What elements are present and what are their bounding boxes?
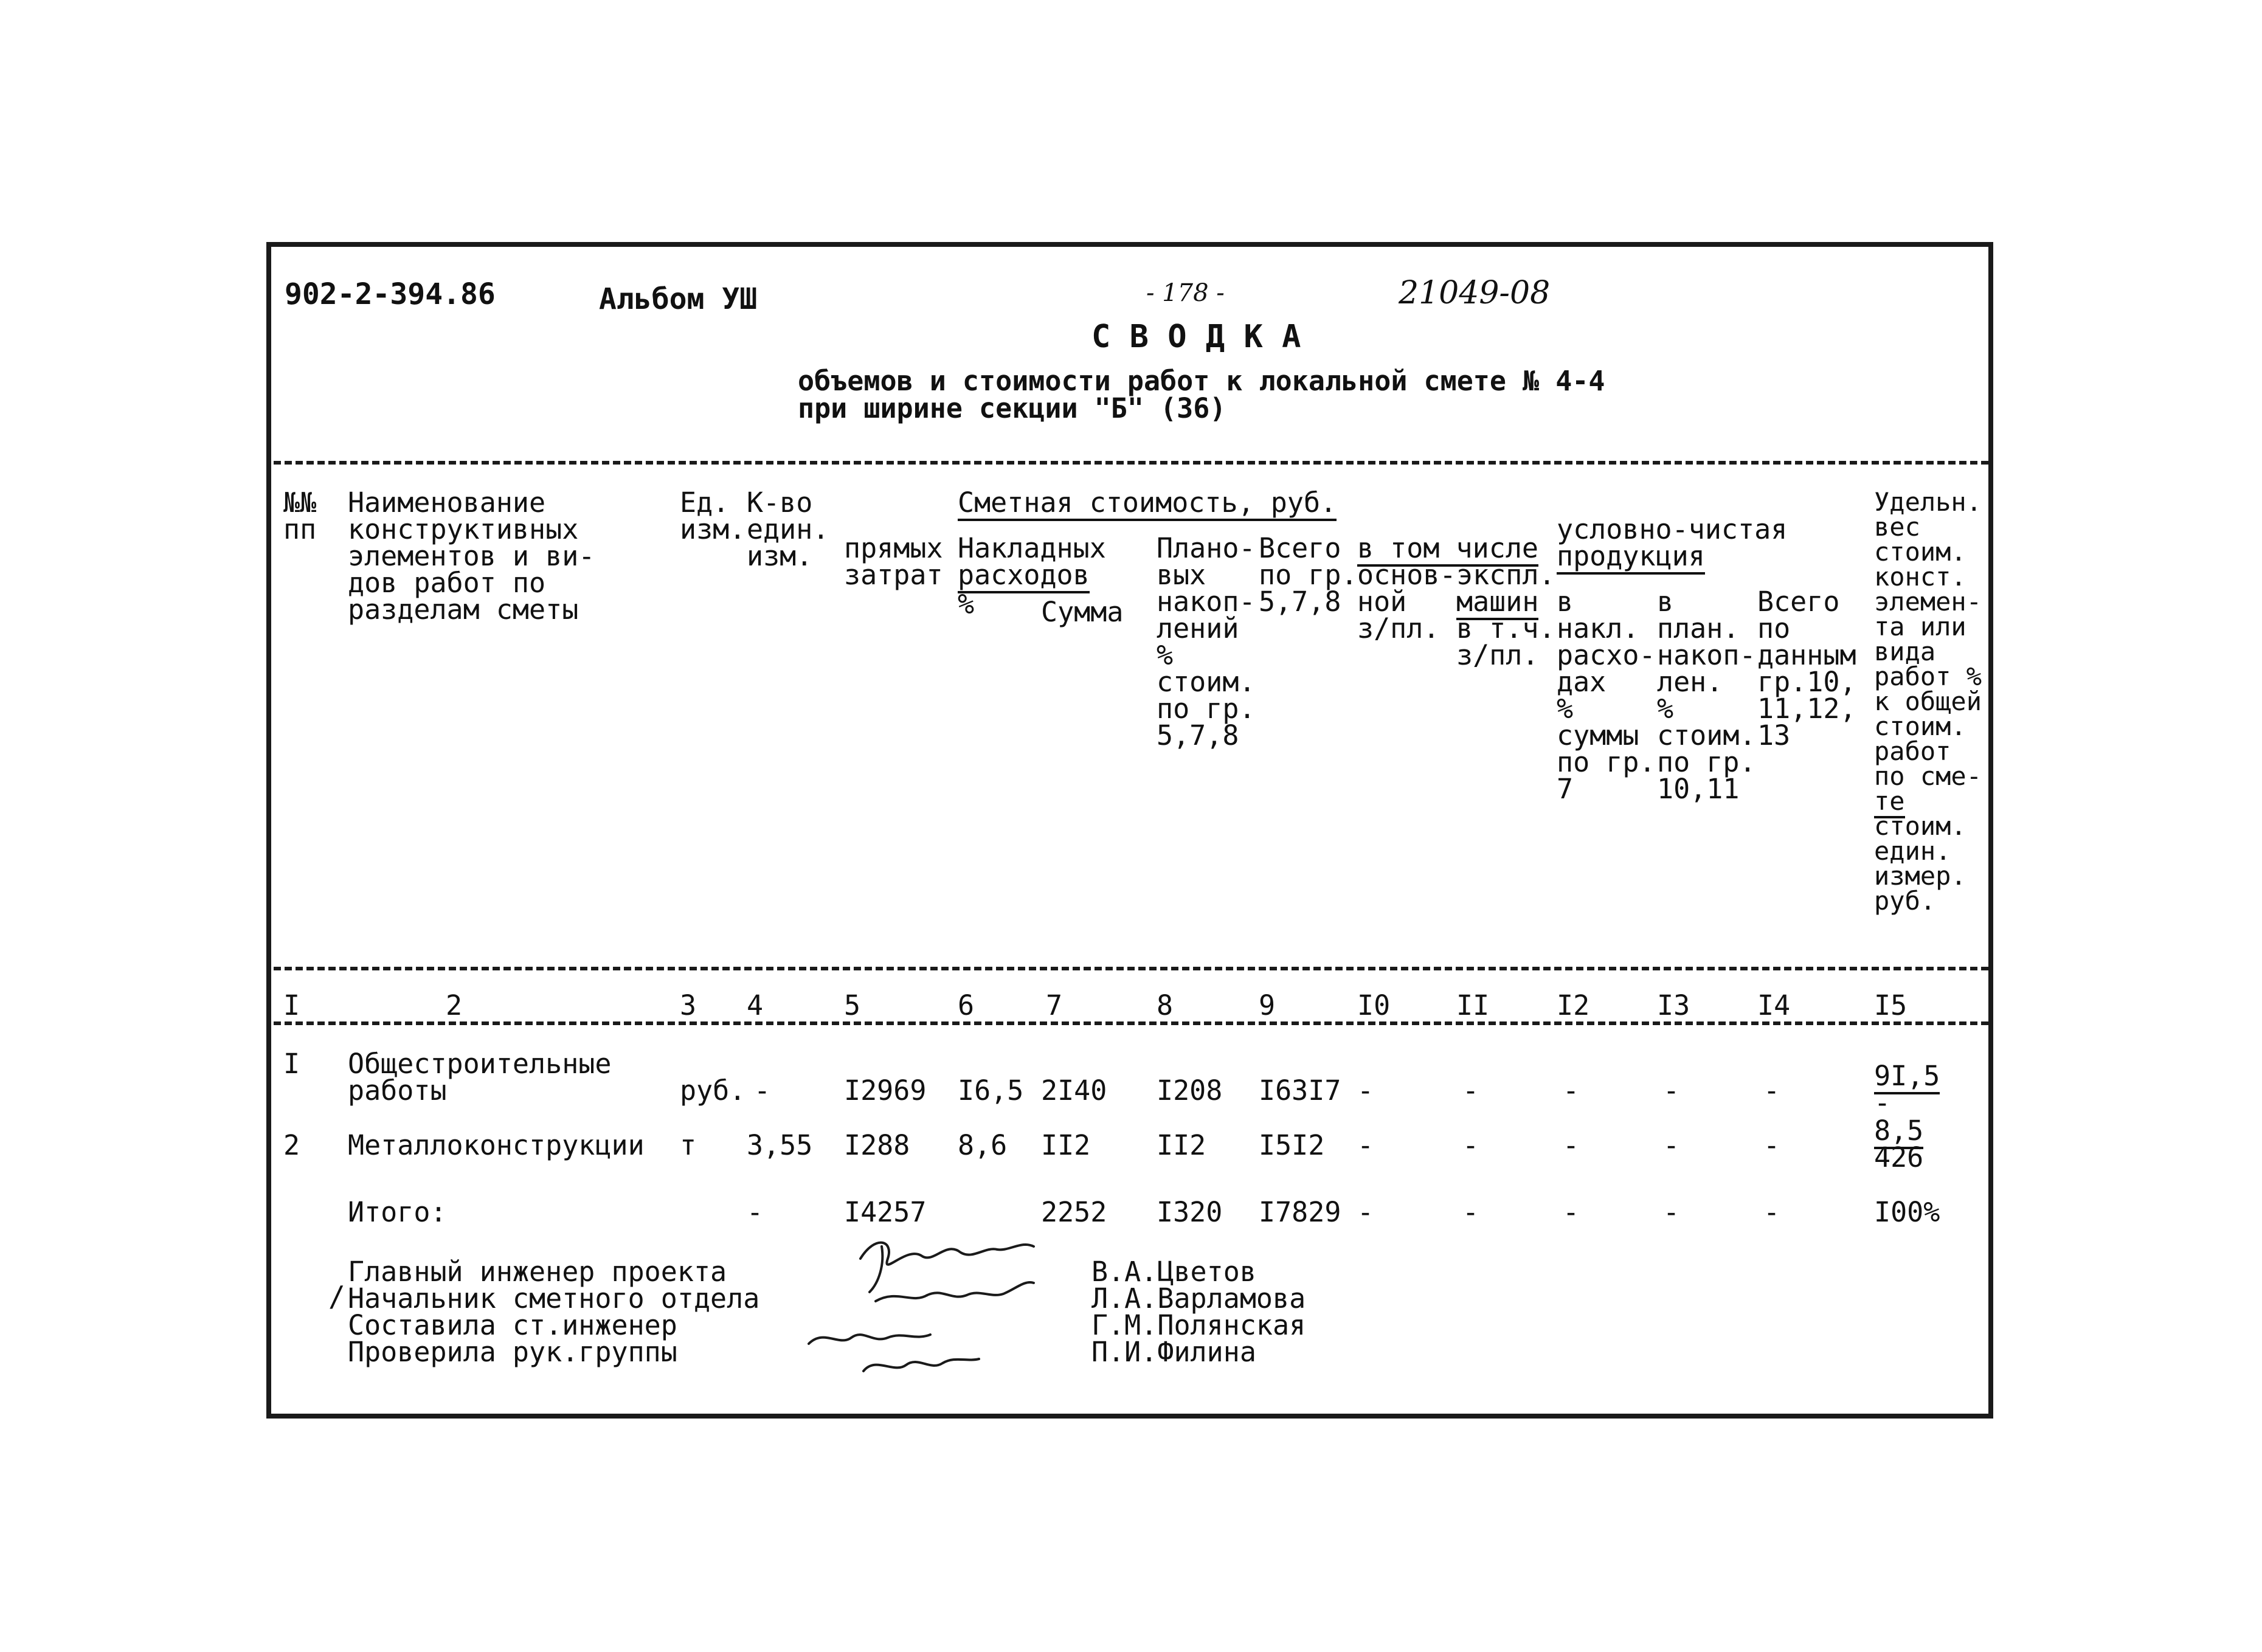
row1-weight: 9I,5 - [1874,1060,1940,1119]
col-number: I2 [1557,989,1590,1021]
group-norm-header: условно-чистая продукция [1557,489,1787,570]
total-c10: - [1357,1196,1374,1228]
col14-header: Всего по данным гр.10, 11,12, 13 [1757,586,1856,752]
row2-c14: - [1763,1129,1780,1161]
row2-direct: I288 [844,1129,910,1161]
col-number: 6 [958,989,975,1021]
signature-names: В.А.Цветов Л.А.Варламова Г.М.Полянская П.И.Филина [1091,1256,1306,1368]
col4-header: К-во един. изм. [747,486,829,572]
col11-header: экспл. машин в т.ч. з/пл. [1456,559,1555,671]
total-plan: I320 [1157,1196,1223,1228]
row1-plan: I208 [1157,1074,1223,1107]
row2-overhead-pct: 8,6 [958,1129,1008,1161]
total-qty: - [747,1196,764,1228]
col8-header: Плано- вых накоп- лений % стоим. по гр. 5,7,8 [1157,532,1256,752]
col2-header: Наименование конструктивных элементов и ви- дов работ по разделам сметы [348,486,595,626]
col6-header: % [958,588,975,620]
page-title: С В О Д К А [1091,319,1301,355]
row1-c11: - [1462,1074,1479,1107]
row1-c14: - [1763,1074,1780,1107]
row1-c10: - [1357,1074,1374,1107]
subtitle-line-1: объемов и стоимости работ к локальной смете № 4-4 [798,365,1605,397]
col-number: 2 [446,989,463,1021]
row2-qty: 3,55 [747,1129,813,1161]
col9-header: Всего по гр. 5,7,8 [1259,532,1358,618]
col5-header: прямых затрат [844,532,943,591]
row2-c13: - [1663,1129,1680,1161]
total-c13: - [1663,1196,1680,1228]
col-number: 9 [1259,989,1276,1021]
total-overhead-sum: 2252 [1041,1196,1107,1228]
row2-overhead-sum: II2 [1041,1129,1091,1161]
subtitle-line-2: при ширине секции "Б" (36) [798,392,1226,424]
col13-header: в план. накоп- лен. % стоим. по гр. 10,11 [1657,586,1756,805]
signature-roles: Главный инженер проекта Начальник сметного отдела Составила ст.инженер Проверила рук.группы [348,1256,760,1368]
col-number: I3 [1657,989,1690,1021]
row2-number: 2 [283,1129,300,1161]
col-number: I0 [1357,989,1391,1021]
col-number: 5 [844,989,861,1021]
total-label: Итого: [348,1196,447,1228]
total-c11: - [1462,1196,1479,1228]
page-number: - 178 - [1146,279,1225,307]
group-cost-header: Сметная стоимость, руб. [958,489,1337,516]
col-number: I4 [1757,989,1791,1021]
col-number: II [1456,989,1490,1021]
row1-c13: - [1663,1074,1680,1107]
row2-plan: II2 [1157,1129,1206,1161]
row1-name: Общестроительные работы [348,1048,612,1107]
total-c12: - [1563,1196,1580,1228]
col6-7-header: Накладных расходов [958,535,1106,589]
row2-c12: - [1563,1129,1580,1161]
col10-11-header: в том числе [1357,535,1538,562]
document-number: 21049-08 [1399,275,1551,311]
col-number: 4 [747,989,764,1021]
col7-header: Сумма [1041,596,1124,628]
row2-c10: - [1357,1129,1374,1161]
handwritten-signatures [790,1222,1070,1405]
col-number: I5 [1874,989,1907,1021]
album-label: Альбом УШ [599,282,758,316]
row2-name: Металлоконструкции [348,1129,645,1161]
col15-header: Удельн. вес стоим. конст. элемен- та или вида работ % к общей стоим. работ по сме- те стоим. един. измер. руб. [1874,487,1982,916]
row1-c12: - [1563,1074,1580,1107]
divider [274,461,1988,465]
col-number: 3 [680,989,697,1021]
row1-total: I63I7 [1259,1074,1341,1107]
row2-unit: т [680,1129,697,1161]
row2-total: I5I2 [1259,1129,1325,1161]
row1-overhead-pct: I6,5 [958,1074,1024,1107]
row1-direct: I2969 [844,1074,927,1107]
row1-overhead-sum: 2I40 [1041,1074,1107,1107]
total-weight: I00% [1874,1196,1940,1228]
divider [274,1021,1988,1025]
row1-unit: руб. [680,1074,746,1107]
col3-header: Ед. изм. [680,486,746,545]
document-code: 902-2-394.86 [285,277,496,311]
total-direct: I4257 [844,1196,927,1228]
total-c14: - [1763,1196,1780,1228]
col10-header: основ- ной з/пл. [1357,559,1456,645]
row2-weight: 8,5 426 [1874,1115,1924,1173]
row1-number: I [283,1048,300,1080]
col-number: 8 [1157,989,1174,1021]
row1-qty: - [754,1074,771,1107]
total-total: I7829 [1259,1196,1341,1228]
divider [274,967,1988,970]
row2-c11: - [1462,1129,1479,1161]
margin-mark: / [328,1280,345,1313]
col12-header: в накл. расхо- дах % суммы по гр. 7 [1557,586,1656,805]
col-number: 7 [1046,989,1063,1021]
col1-header: №№ пп [283,486,317,545]
col-number: I [283,989,300,1021]
